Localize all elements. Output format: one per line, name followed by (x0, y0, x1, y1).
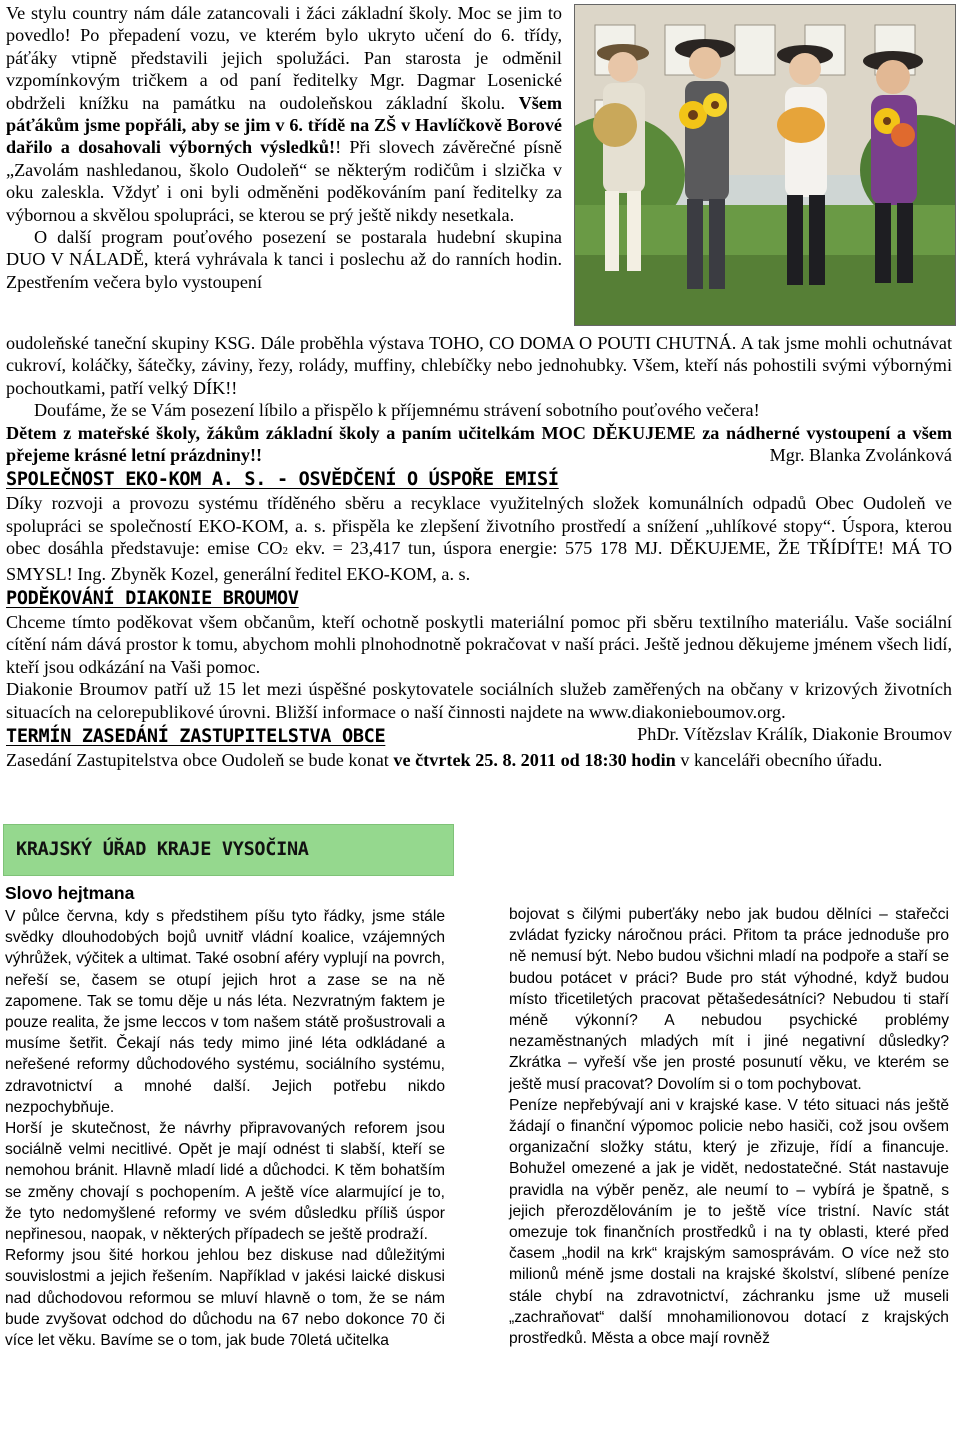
signature-zvolankova: Mgr. Blanka Zvolánková (769, 445, 952, 466)
section-title-diakonie: PODĚKOVÁNÍ DIAKONIE BROUMOV (6, 588, 299, 610)
article-pout-intro (6, 2, 562, 293)
column-right (509, 904, 949, 1349)
intro-paragraph: Ve stylu country nám dále zatancovali i žáci základní školy. Moc se jim to povedlo! Po přepadení vozu, ve kterém bylo ukryto učení do 6. třídy, páťáky vtipně představili jejich spolužáci. Pan starosta je odměnil vzpomínkovým tričkem a od paní ředitelky Mgr. Dagmar Losenické obdrželi knížku na památku na oudoleňskou základní školu. Všem páťákům jsme popřáli, aby se jim v 6. třídě na ZŠ v Havlíčkově Borové dařilo a dosahovali výborných výsledků!! Při slovech závěrečné písně „Zavolám nashledanou, školo Oudoleň“ se některým rodičům i slzička v oku zaleskla. Vždyť i oni byli odměněni poděkováním paní ředitelky za výbornou a skvělou spolupráci, se kterou se prý ještě nikdy nesetkala. (6, 3, 562, 225)
thanks-line (6, 422, 952, 467)
region-banner-title: KRAJSKÝ ÚŘAD KRAJE VYSOČINA (16, 839, 309, 860)
diakonie-paragraph-2: Diakonie Broumov patří už 15 let mezi úspěšné poskytovatele sociálních služeb zaměřených na občany v krizových životních situacích na celorepublikové úrovni. Bližší informace o naší činnosti najdete na www.diakonieboumov.org. PhDr. Vítězslav Králík, Diakonie Broumov (6, 679, 952, 745)
intro-bold-wish: Všem páťákům jsme popřáli, aby se jim v 6. třídě na ZŠ v Havlíčkově Borové dařilo a dosahovali výborných výsledků! (6, 92, 562, 158)
diakonie-paragraph-1: Chceme tímto poděkovat všem občanům, kteří ochotně poskytli materiální pomoc při sběru textilního materiálu. Vaše sociální cítění nám dává prostor k tomu, abychom mohli plnohodnotně pokračovat v naší práci. Ještě jednou děkujeme jménem všech lidí, kteří jsou odkázání na Vaši pomoc. (6, 612, 952, 677)
co2-subscript: 2 (282, 545, 289, 558)
article-pout-continued (6, 332, 952, 772)
pout-closing-paragraph: Doufáme, že se Vám posezení líbilo a přispělo k příjemnému strávení sobotního pouťového večera! (34, 400, 760, 421)
intro-paragraph-music: O další program pouťového posezení se postarala hudební skupina DUO V NÁLADĚ, která vyhrávala k tanci i poslechu až do ranních hodin. Zpestřením večera bylo vystoupení (6, 227, 562, 292)
section-title-ekokom: SPOLEČNOST EKO-KOM A. S. - OSVĚDČENÍ O ÚSPOŘE EMISÍ (6, 469, 559, 491)
meeting-paragraph: Zasedání Zastupitelstva obce Oudoleň se bude konat ve čtvrtek 25. 8. 2011 od 18:30 hodin v kanceláři obecního úřadu. (6, 750, 883, 771)
ekokom-paragraph: Díky rozvoji a provozu systému tříděného sběru a recyklace využitelných složek komunálních odpadů Obec Oudoleň ve spolupráci se společností EKO-KOM, a. s. přispěla ke zlepšení životního prostředí a snížení „uhlíkové stopy“. Úspora, kterou obec dosáhla představuje: emise CO2 ekv. = 23,417 tun, úspora energie: 575 178 MJ. DĚKUJEME, ŽE TŘÍDÍTE! MÁ TO SMYSL! Ing. Zbyněk Kozel, generální ředitel EKO-KOM, a. s. (6, 493, 952, 584)
photo-teachers-with-flowers (574, 4, 956, 326)
left-paragraph: Horší je skutečnost, že návrhy připravovaných reforem jsou sociálně velmi necitlivé. Opět je mají odnést ti slabší, kteří se nemohou bránit. Hlavně mladí lidé a důchodci. K těm bohatším se změny chovají s pochopením. A ještě více alarmující je to, že tyto nedomyšlené reformy ve svém důsledku příliš úspor nepřinesou, naopak, v některých případech se ještě prodraží. (5, 1120, 445, 1244)
region-banner (3, 824, 454, 876)
right-paragraph: Peníze nepřebývají ani v krajské kase. V této situaci nás ještě žádají o finanční výpomoc policie nebo hasiči, což jsou ovšem organizační složky státu, který je zřizuje, řídí a financuje. Bohužel omezené a jak je vidět, nedostatečné. Stát nastavuje pravidla na výběr peněz, ale neumí to – vybírá je špatně, s jejich přerozdělováním je to ještě více tristní. Navíc stát omezuje tok finančních prostředků i na ty oblasti, které před časem „hodil na krk“ krajským samosprávám. O více než sto milionů méně jsme dostali na krajské školství, slíbené peníze stále chybí na zdravotnictví, záchranku jsme už museli „zachraňovat“ další mnohamilionovou dotací z krajských prostředků. Města a obce mají rovněž (509, 1096, 949, 1348)
section-title-meeting: TERMÍN ZASEDÁNÍ ZASTUPITELSTVA OBCE (6, 726, 386, 748)
right-paragraph: bojovat s čilými puberťáky nebo jak budou dělníci – stařečci zvládat fyzicky náročnou práci. Přitom ta práce jednoduše pro ně nemusí být. Nebo budou všichni mladí na podpoře a staří se budou potácet v práci? Bude pro stát výhodné, když budou místo třicetiletých pracovat pětašedesátníci? Nebudou ti staří méně výkonní? A nebudou psychické problémy nezaměstnaných mladých mít i jiné negativní důsledky? Zkrátka – vyřeší vše jen prosté posunutí věku, ve kterém se ještě musí pracovat? Dovolím si o tom pochybovat. (509, 906, 949, 1093)
photo-illustration (575, 5, 955, 325)
thanks-bold: Dětem z mateřské školy, žákům základní školy a paním učitelkám MOC DĚKUJEME za nádherné vystoupení a všem přejeme krásné letní prázdniny!! (6, 422, 952, 466)
column-left (5, 882, 445, 1351)
left-paragraph: V půlce června, kdy s předstihem píšu tyto řádky, jsme stále svědky dlouhodobých bojů uvnitř vládní koalice, vzájemných výhrůžek, výčitek a ultimat. Také osobní aféry vyplují na povrch, neřeší se, časem se otupí jejich hrot a zase se na ně zapomene. Tak se tomu děje u nás léta. Nezvratným faktem je pouze realita, že jsme leccos v tom našem státě prošustrovali a musíme šetřit. Čekají nás tedy mimo jiné léta odkládané a neřešené reformy důchodového systému, sociálního systému, zdravotnictví a mnohé další. Jejich potřebu nikdo nezpochybňuje. (5, 908, 445, 1116)
heading-slovo-hejtmana: Slovo hejtmana (5, 883, 135, 903)
meeting-date: ve čtvrtek 25. 8. 2011 od 18:30 hodin (393, 750, 676, 771)
pout-tasting-paragraph: oudoleňské taneční skupiny KSG. Dále proběhla výstava TOHO, CO DOMA O POUTI CHUTNÁ. A tak jsme mohli ochutnávat cukroví, koláčky, šátečky, záviny, řezy, rolády, muffiny, chlebíčky nebo jednohubky. Všem, kteří nás pohostili svými výbornými pochoutkami, patří velký DÍK!! (6, 333, 952, 398)
signature-kralik: PhDr. Vítězslav Králík, Diakonie Broumov (637, 724, 952, 745)
left-paragraph: Reformy jsou šité horkou jehlou bez diskuse nad důležitými souvislostmi a jejich řešením. Například v jakési laické diskusi nad důchodovou reformou se mluví hlavně o tom, že se nám bude zvyšovat odchod do důchodu na 67 nebo dokonce 70 či více let věku. Bavíme se o tom, jak bude 70letá učitelka (5, 1247, 445, 1350)
